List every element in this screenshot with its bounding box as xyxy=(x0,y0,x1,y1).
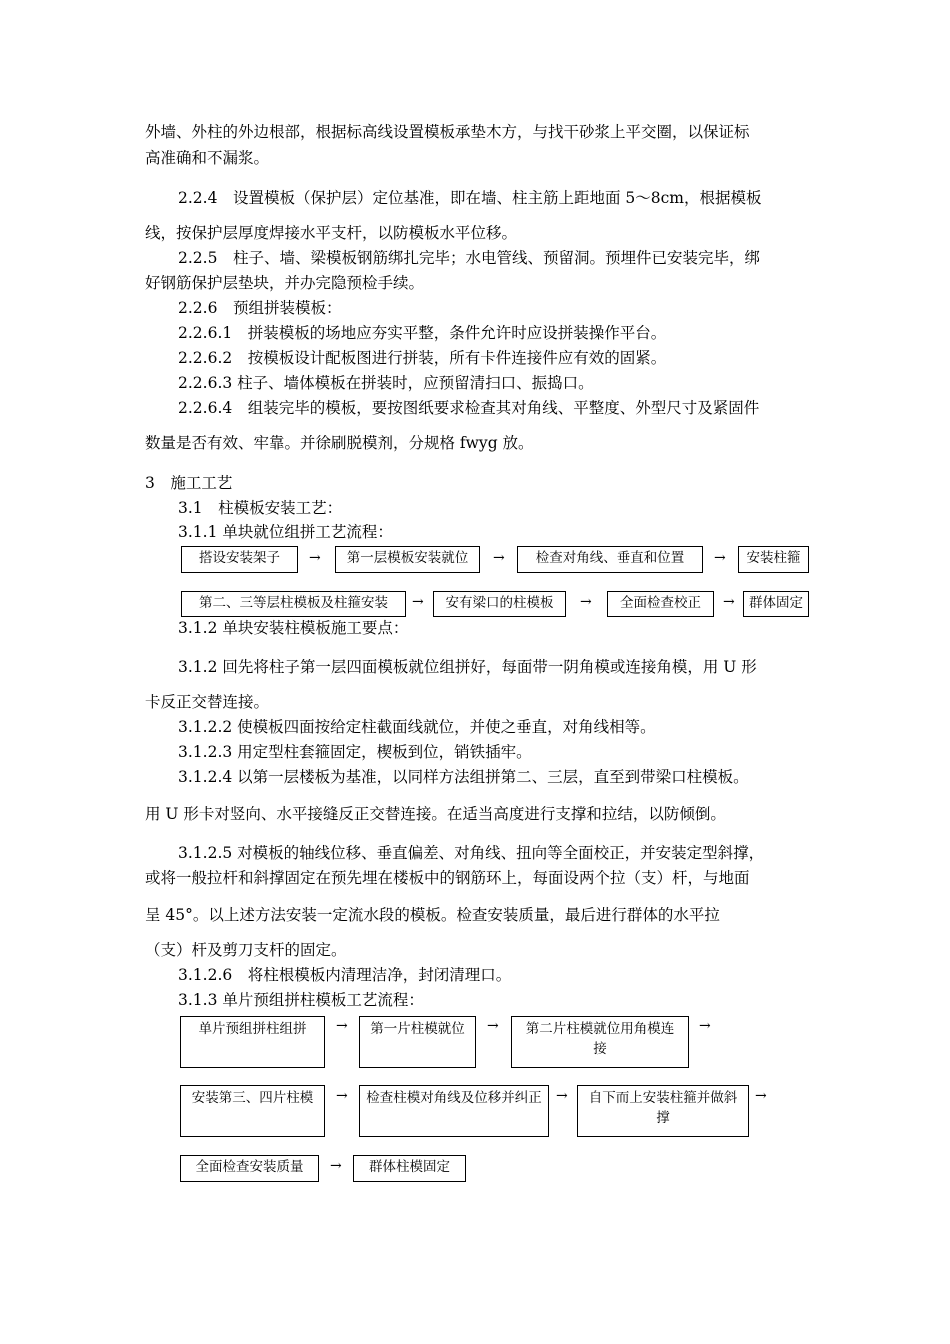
arrow-icon: → xyxy=(412,594,424,610)
arrow-icon: → xyxy=(309,550,321,566)
text-line: 卡反正交替连接。 xyxy=(145,693,270,711)
text-line: 用 U 形卡对竖向、水平接缝反正交替连接。在适当高度进行支撑和拉结，以防倾倒。 xyxy=(145,805,726,823)
text-line: 2.2.6.1 拼装模板的场地应夯实平整，条件允许时应设拼装操作平台。 xyxy=(178,324,667,342)
text-line: 3.1.2.6 将柱根模板内清理洁净，封闭清理口。 xyxy=(178,966,512,984)
text-line: 2.2.5 柱子、墙、梁模板钢筋绑扎完毕；水电管线、预留洞。预埋件已安装完毕，绑 xyxy=(178,249,760,267)
flow2-step-4: 安装第三、四片柱模 xyxy=(180,1085,325,1137)
flow1-step-2: 第一层模板安装就位 xyxy=(335,546,480,573)
flow2-step-6: 自下而上安装柱箍并做斜撑 xyxy=(577,1085,749,1137)
arrow-icon: → xyxy=(755,1088,767,1104)
text-line: 高准确和不漏浆。 xyxy=(145,149,270,167)
text-line: 或将一般拉杆和斜撑固定在预先埋在楼板中的钢筋环上，每面设两个拉（支）杆，与地面 xyxy=(145,869,750,887)
text-line: 3.1.1 单块就位组拼工艺流程： xyxy=(178,523,393,541)
subsection-heading: 3.1 柱模板安装工艺： xyxy=(178,499,343,517)
text-line: （支）杆及剪刀支杆的固定。 xyxy=(145,941,347,959)
text-line: 外墙、外柱的外边根部，根据标高线设置模板承垫木方，与找干砂浆上平交圈，以保证标 xyxy=(145,123,750,141)
text-line: 3.1.2.5 对模板的轴线位移、垂直偏差、对角线、扭向等全面校正，并安装定型斜撑， xyxy=(178,844,765,862)
flow2-step-2: 第一片柱模就位 xyxy=(359,1016,476,1068)
text-line: 3.1.2 回先将柱子第一层四面模板就位组拼好，每面带一阴角模或连接角模，用 U 形 xyxy=(178,658,757,676)
text-line: 2.2.6.4 组装完毕的模板，要按图纸要求检查其对角线、平整度、外型尺寸及紧固件 xyxy=(178,399,760,417)
arrow-icon: → xyxy=(699,1018,711,1034)
flow2-step-1: 单片预组拼柱组拼 xyxy=(180,1016,325,1068)
section-heading: 3 施工工艺 xyxy=(145,474,233,492)
text-line: 3.1.2.2 使模板四面按给定柱截面线就位，并使之垂直，对角线相等。 xyxy=(178,718,656,736)
text-line: 3.1.2.4 以第一层楼板为基准，以同样方法组拼第二、三层，直至到带梁口柱模板。 xyxy=(178,768,749,786)
flow1-step-5: 第二、三等层柱模板及柱箍安装 xyxy=(181,591,406,617)
text-line: 3.1.2 单块安装柱模板施工要点： xyxy=(178,619,409,637)
flow2-step-8: 群体柱模固定 xyxy=(353,1155,466,1182)
text-line: 呈 45°。以上述方法安装一定流水段的模板。检查安装质量，最后进行群体的水平拉 xyxy=(145,906,720,924)
text-line: 2.2.6 预组拼装模板： xyxy=(178,299,342,317)
flow2-step-7: 全面检查安装质量 xyxy=(180,1155,319,1182)
arrow-icon: → xyxy=(723,594,735,610)
flow1-step-8: 群体固定 xyxy=(743,591,809,617)
flow1-step-7: 全面检查校正 xyxy=(607,591,714,617)
text-line: 数量是否有效、牢靠。并徐刷脱模剂，分规格 fwyg 放。 xyxy=(145,434,534,452)
flow1-step-3: 检查对角线、垂直和位置 xyxy=(517,546,703,573)
arrow-icon: → xyxy=(556,1088,568,1104)
flow1-step-1: 搭设安装架子 xyxy=(181,546,298,573)
arrow-icon: → xyxy=(487,1018,499,1034)
text-line: 2.2.6.2 按模板设计配板图进行拼装，所有卡件连接件应有效的固紧。 xyxy=(178,349,667,367)
text-line: 3.1.3 单片预组拼柱模板工艺流程： xyxy=(178,991,424,1009)
text-line: 线，按保护层厚度焊接水平支杆，以防模板水平位移。 xyxy=(145,224,518,242)
text-line: 好钢筋保护层垫块，并办完隐预检手续。 xyxy=(145,274,425,292)
text-line: 2.2.6.3 柱子、墙体模板在拼装时，应预留清扫口、振捣口。 xyxy=(178,374,594,392)
flow1-step-6: 安有梁口的柱模板 xyxy=(433,591,566,617)
arrow-icon: → xyxy=(336,1018,348,1034)
arrow-icon: → xyxy=(580,594,592,610)
flow2-step-3: 第二片柱模就位用角模连接 xyxy=(511,1016,689,1068)
arrow-icon: → xyxy=(493,550,505,566)
arrow-icon: → xyxy=(336,1088,348,1104)
arrow-icon: → xyxy=(330,1158,342,1174)
flow2-step-5: 检查柱模对角线及位移并纠正 xyxy=(359,1085,549,1137)
text-line: 3.1.2.3 用定型柱套箍固定，楔板到位，销铁插牢。 xyxy=(178,743,532,761)
flow1-step-4: 安装柱箍 xyxy=(738,546,809,573)
arrow-icon: → xyxy=(714,550,726,566)
text-line: 2.2.4 设置模板（保护层）定位基准，即在墙、柱主筋上距地面 5～8cm，根据模板 xyxy=(178,189,762,207)
